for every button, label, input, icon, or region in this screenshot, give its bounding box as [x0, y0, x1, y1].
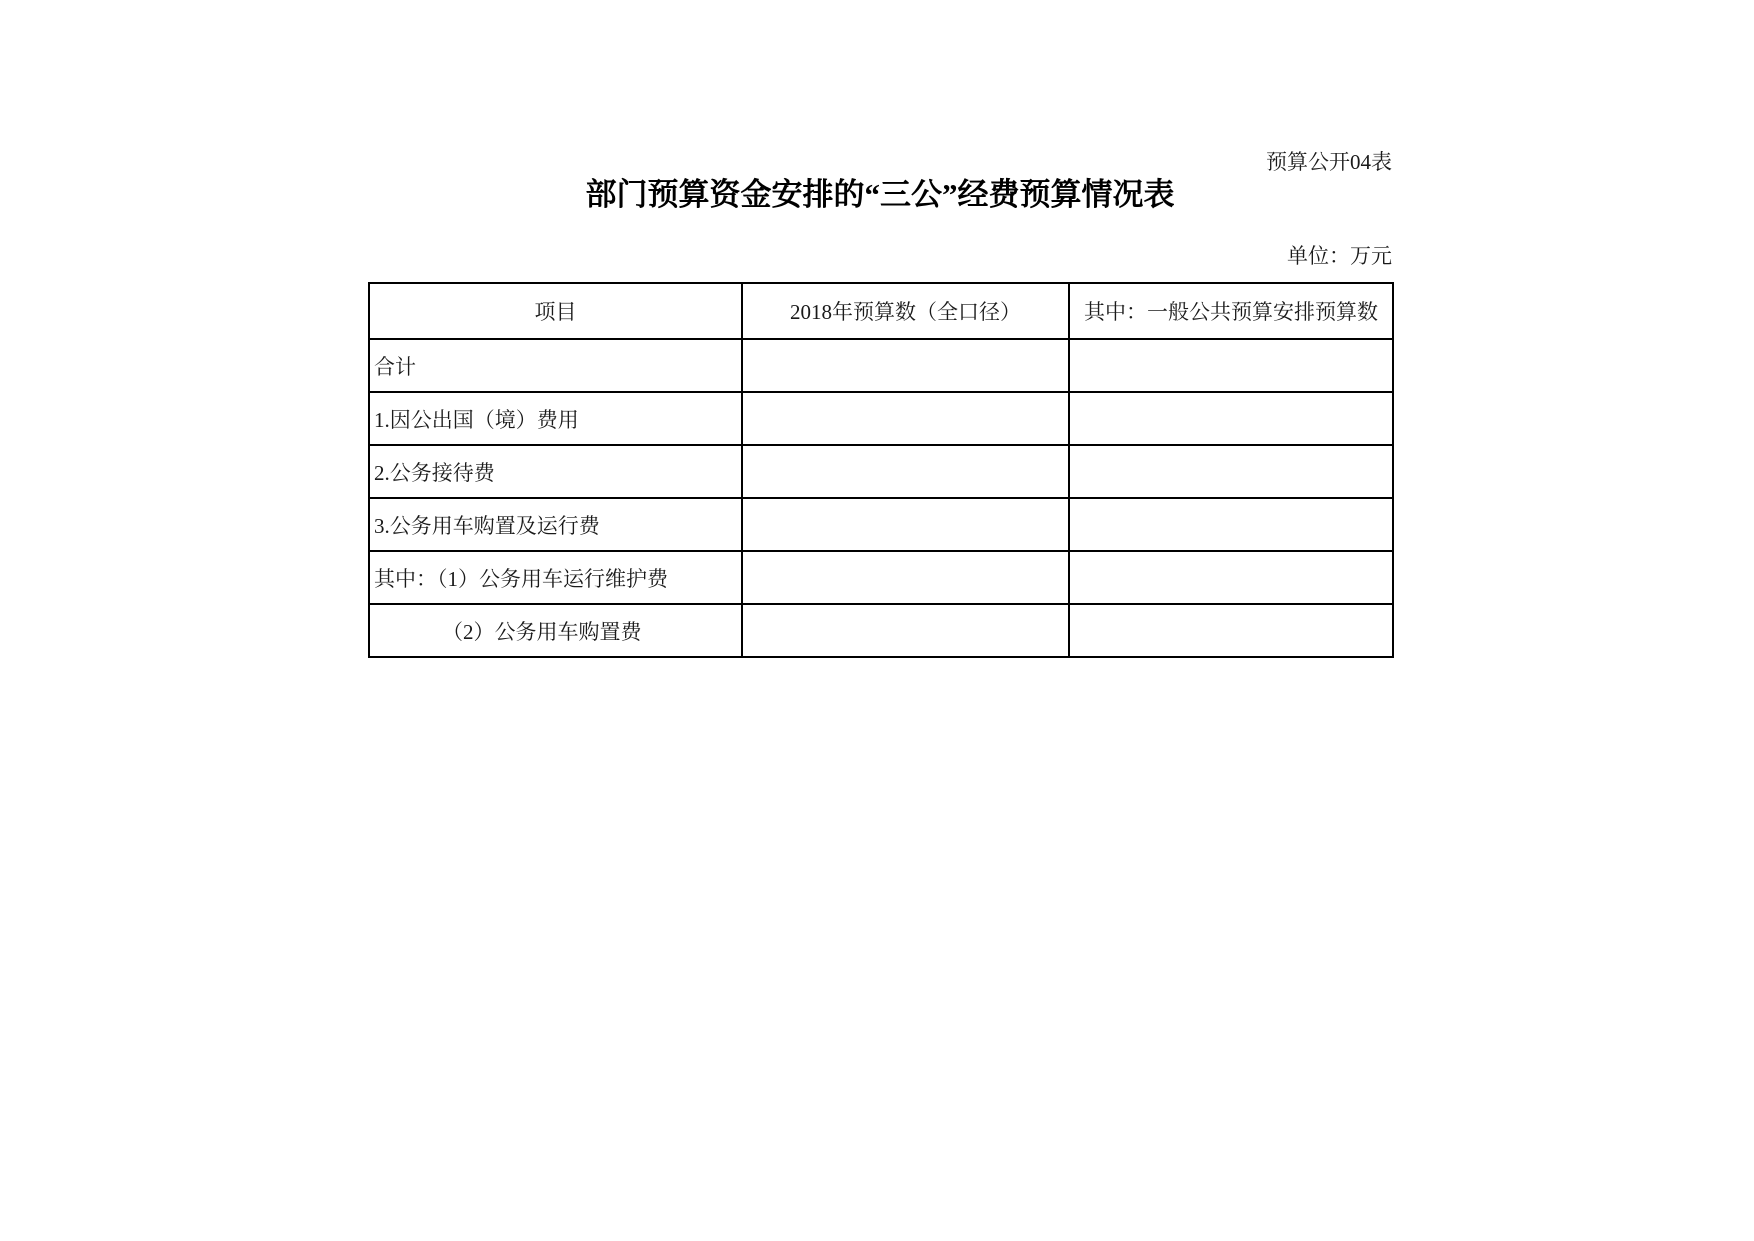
unit-label: 单位：万元	[1287, 244, 1392, 268]
col-header-budget-2018: 2018年预算数（全口径）	[742, 283, 1069, 339]
row-item-vehicle-operation-maintenance: 其中：（1）公务用车运行维护费	[369, 551, 742, 604]
col-header-general-public-budget: 其中：一般公共预算安排预算数	[1069, 283, 1393, 339]
row-value-general-public-budget	[1069, 498, 1393, 551]
row-value-budget-2018	[742, 604, 1069, 657]
row-value-general-public-budget	[1069, 445, 1393, 498]
row-value-general-public-budget	[1069, 551, 1393, 604]
row-item-vehicle-purchase-and-operation: 3.公务用车购置及运行费	[369, 498, 742, 551]
table-row	[369, 498, 1393, 551]
page-title: 部门预算资金安排的“三公”经费预算情况表	[585, 177, 1175, 212]
table-row	[369, 551, 1393, 604]
table-number-label: 预算公开04表	[1266, 150, 1392, 174]
row-value-budget-2018	[742, 551, 1069, 604]
row-value-general-public-budget	[1069, 392, 1393, 445]
table-row	[369, 392, 1393, 445]
row-item-total: 合计	[369, 339, 742, 392]
budget-table	[368, 282, 1394, 658]
row-value-budget-2018	[742, 498, 1069, 551]
row-item-vehicle-purchase: （2）公务用车购置费	[369, 604, 742, 657]
row-value-general-public-budget	[1069, 604, 1393, 657]
table-row	[369, 339, 1393, 392]
row-value-budget-2018	[742, 445, 1069, 498]
row-value-general-public-budget	[1069, 339, 1393, 392]
row-item-official-reception: 2.公务接待费	[369, 445, 742, 498]
header-row	[369, 283, 1393, 339]
row-value-budget-2018	[742, 339, 1069, 392]
table-row	[369, 445, 1393, 498]
table-row	[369, 604, 1393, 657]
col-header-item: 项目	[369, 283, 742, 339]
row-item-overseas-trips: 1.因公出国（境）费用	[369, 392, 742, 445]
row-value-budget-2018	[742, 392, 1069, 445]
